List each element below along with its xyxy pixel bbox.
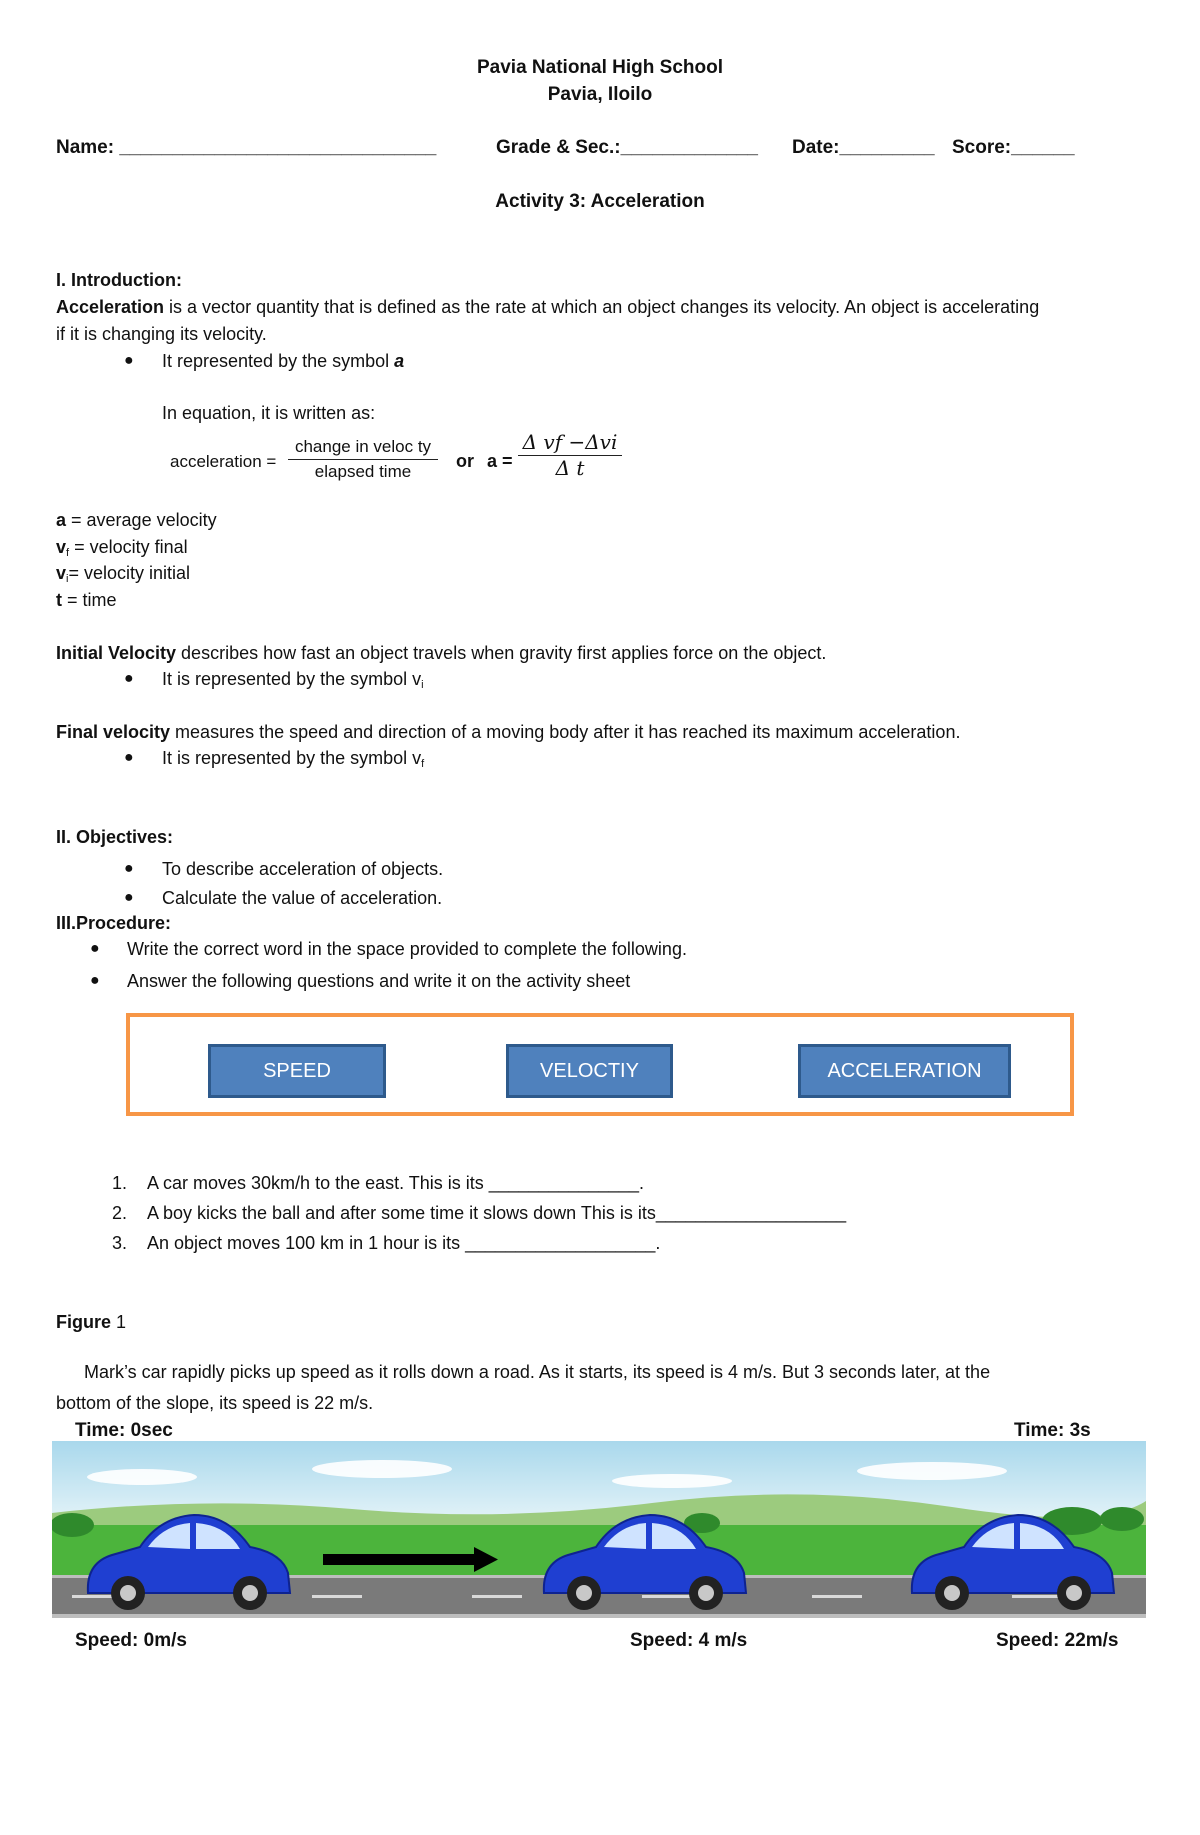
- question-text: A boy kicks the ball and after some time it slows down This is its___________________: [147, 1203, 847, 1223]
- figure-text-cont: bottom of the slope, its speed is 22 m/s.: [56, 1393, 374, 1413]
- figure-label: Figure 1: [56, 1312, 127, 1332]
- equation-fraction-words: [288, 437, 438, 482]
- date-field: Date:_________: [792, 137, 935, 158]
- bullet-icon: ●: [90, 940, 100, 957]
- speed-start-label: Speed: 0m/s: [75, 1630, 187, 1651]
- word-acceleration: ACCELERATION: [798, 1044, 1011, 1098]
- question-text: A car moves 30km/h to the east. This is its _______________.: [147, 1173, 644, 1193]
- initial-velocity-bullet: It is represented by the symbol $v_i$: [162, 669, 424, 691]
- acceleration-term: Acceleration: [56, 297, 165, 317]
- initial-velocity-definition: Initial Velocity describes how fast an object travels when gravity first applies force on the object.: [56, 643, 827, 663]
- acceleration-def-text: is a vector quantity that is defined as the rate at which an object changes its velocity. An object is accelerating: [164, 297, 1040, 317]
- speed-end-label: Speed: 22m/s: [996, 1630, 1119, 1651]
- intro-heading: I. Introduction:: [56, 270, 182, 290]
- road-edge-bottom: [52, 1614, 1146, 1618]
- activity-title: Activity 3: Acceleration: [495, 191, 705, 212]
- acceleration-definition-cont: if it is changing its velocity.: [56, 324, 267, 344]
- time-end-label: Time: 3s: [1014, 1420, 1091, 1441]
- procedure-heading: III.Procedure:: [56, 913, 172, 933]
- symbol-a: a: [394, 351, 405, 371]
- final-velocity-definition: Final velocity measures the speed and direction of a moving body after it has reached its maximum acceleration.: [56, 722, 961, 742]
- word-speed: SPEED: [208, 1044, 386, 1098]
- bullet-icon: ●: [124, 860, 134, 877]
- symbol-bullet-text: It represented by the symbol: [162, 351, 395, 371]
- question-number: 2.: [112, 1203, 128, 1223]
- equation-fraction-symbols: [518, 430, 622, 480]
- name-label: Name: ______________________________: [56, 137, 437, 158]
- bullet-icon: ●: [124, 670, 134, 687]
- initial-velocity-term: Initial Velocity: [56, 643, 177, 663]
- question-number: 1.: [112, 1173, 128, 1193]
- equation-intro: In equation, it is written as:: [162, 403, 376, 423]
- bullet-icon: ●: [124, 749, 134, 766]
- legend-vf: $v_f$ = velocity final: [56, 537, 188, 559]
- equation-numerator: change in veloc ty: [288, 437, 438, 460]
- word-velocity: VELOCTIY: [506, 1044, 673, 1098]
- objective-item: To describe acceleration of objects.: [162, 859, 444, 879]
- question-text: An object moves 100 km in 1 hour is its ___________________.: [147, 1233, 661, 1253]
- equation-lhs: acceleration =: [170, 452, 277, 471]
- equation-denominator-symbols: Δ t: [555, 456, 585, 480]
- score-field: Score:______: [952, 137, 1075, 158]
- legend-a: a = average velocity: [56, 510, 217, 530]
- objective-item: Calculate the value of acceleration.: [162, 888, 443, 908]
- final-velocity-term: Final velocity: [56, 722, 171, 742]
- equation-a-eq: a =: [487, 451, 513, 471]
- speed-middle-label: Speed: 4 m/s: [630, 1630, 748, 1651]
- question-number: 3.: [112, 1233, 128, 1253]
- school-name: Pavia National High School: [477, 57, 723, 78]
- final-velocity-bullet: It is represented by the symbol $v_f$: [162, 748, 425, 770]
- road-scene: [52, 1441, 1146, 1621]
- bullet-icon: ●: [90, 972, 100, 989]
- equation-denominator: elapsed time: [314, 462, 412, 481]
- time-start-label: Time: 0sec: [75, 1420, 173, 1441]
- bullet-icon: ●: [124, 889, 134, 906]
- name-field: [56, 137, 436, 159]
- equation-numerator-symbols: Δ vf −Δvi: [518, 430, 622, 456]
- procedure-item: Answer the following questions and write it on the activity sheet: [127, 971, 631, 991]
- procedure-item: Write the correct word in the space provided to complete the following.: [127, 939, 687, 959]
- objectives-heading: II. Objectives:: [56, 827, 174, 847]
- grade-field: Grade & Sec.:_____________: [496, 137, 758, 158]
- acceleration-definition: [56, 297, 1039, 318]
- figure-text: Mark’s car rapidly picks up speed as it rolls down a road. As it starts, its speed is 4 m/s. But 3 seconds later, at the: [84, 1362, 991, 1382]
- equation-or: or: [456, 451, 474, 471]
- school-location: Pavia, Iloilo: [547, 84, 653, 105]
- bullet-icon: ●: [124, 352, 134, 369]
- legend-t: t = time: [56, 590, 117, 610]
- legend-vi: $v_i=$ velocity initial: [56, 563, 191, 585]
- symbol-bullet: [162, 351, 404, 372]
